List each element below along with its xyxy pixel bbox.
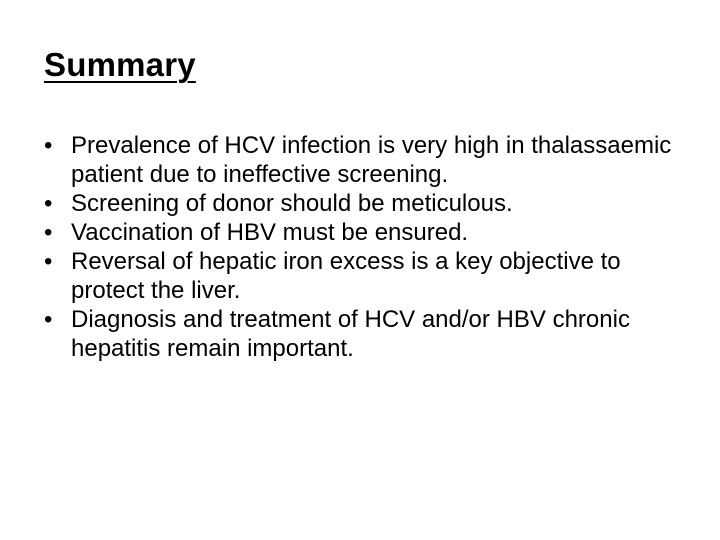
bullet-text: Vaccination of HBV must be ensured. (71, 219, 469, 246)
bullet-marker: • (44, 132, 53, 159)
bullet-marker: • (44, 248, 53, 275)
bullet-marker: • (44, 219, 53, 246)
bullet-list (44, 131, 674, 363)
bullet-item (44, 305, 674, 363)
bullet-marker: • (44, 306, 53, 333)
bullet-marker: • (44, 190, 53, 217)
bullet-item (44, 189, 674, 218)
slide-title: Summary (44, 46, 196, 83)
bullet-item (44, 218, 674, 247)
bullet-text: Prevalence of HCV infection is very high in thalassaemic patient due to ineffective screening. (71, 132, 672, 188)
bullet-item (44, 131, 674, 189)
bullet-text: Diagnosis and treatment of HCV and/or HBV chronic hepatitis remain important. (71, 306, 630, 362)
bullet-text: Screening of donor should be meticulous. (71, 190, 513, 217)
bullet-text: Reversal of hepatic iron excess is a key objective to protect the liver. (71, 248, 621, 304)
bullet-item (44, 247, 674, 305)
